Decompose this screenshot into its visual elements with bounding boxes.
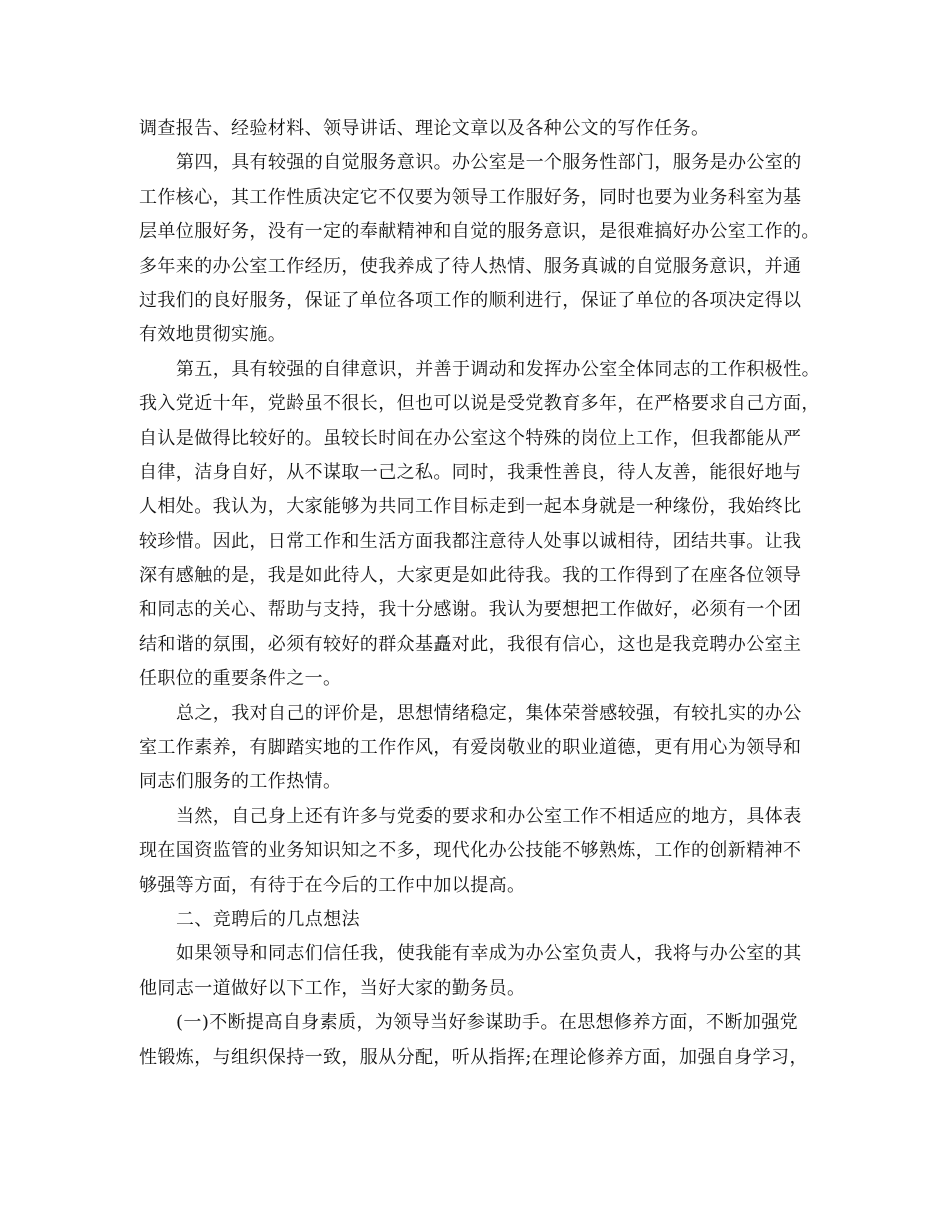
text-line: 如果领导和同志们信任我，使我能有幸成为办公室负责人，我将与办公室的其 — [176, 943, 802, 965]
text-line: 自律，洁身自好，从不谋取一己之私。同时，我秉性善良，待人友善，能很好地与 — [139, 461, 802, 483]
text-line: 层单位服好务，没有一定的奉献精神和自觉的服务意识，是很难搞好办公室工作的。 — [139, 221, 820, 243]
text-line: 较珍惜。因此，日常工作和生活方面我都注意待人处事以诚相待，团结共事。让我 — [139, 530, 802, 552]
document-body — [139, 112, 829, 1075]
text-line: 工作核心，其工作性质决定它不仅要为领导工作服好务，同时也要为业务科室为基 — [139, 186, 802, 208]
text-line: 够强等方面，有待于在今后的工作中加以提高。 — [139, 874, 526, 896]
text-line: 第五，具有较强的自律意识，并善于调动和发挥办公室全体同志的工作积极性。 — [176, 358, 820, 380]
text-line: 性锻炼，与组织保持一致，服从分配，听从指挥;在理论修养方面，加强自身学习， — [139, 1046, 808, 1068]
text-line: (一)不断提高自身素质，为领导当好参谋助手。在思想修养方面，不断加强党 — [176, 1012, 799, 1034]
text-line: 任职位的重要条件之一。 — [139, 668, 342, 690]
text-line: 现在国资监管的业务知识知之不多，现代化办公技能不够熟炼，工作的创新精神不 — [139, 840, 802, 862]
text-line: 调查报告、经验材料、领导讲话、理论文章以及各种公文的写作任务。 — [139, 118, 710, 139]
text-line: 自认是做得比较好的。虽较长时间在办公室这个特殊的岗位上工作，但我都能从严 — [139, 427, 802, 449]
text-line: 二、竞聘后的几点想法 — [176, 908, 360, 930]
text-line: 和同志的关心、帮助与支持，我十分感谢。我认为要想把工作做好，必须有一个团 — [139, 599, 802, 621]
text-line: 有效地贯彻实施。 — [139, 324, 287, 346]
text-line: 多年来的办公室工作经历，使我养成了待人热情、服务真诚的自觉服务意识，并通 — [139, 255, 802, 277]
text-line: 他同志一道做好以下工作，当好大家的勤务员。 — [139, 977, 526, 999]
text-line: 室工作素养，有脚踏实地的工作作风，有爱岗敬业的职业道德，更有用心为领导和 — [139, 737, 802, 759]
text-line: 总之，我对自己的评价是，思想情绪稳定，集体荣誉感较强，有较扎实的办公 — [176, 702, 802, 724]
text-line: 过我们的良好服务，保证了单位各项工作的顺利进行，保证了单位的各项决定得以 — [139, 289, 802, 311]
text-line: 第四，具有较强的自觉服务意识。办公室是一个服务性部门，服务是办公室的 — [176, 152, 802, 174]
text-line: 结和谐的氛围，必须有较好的群众基矗对此，我很有信心，这也是我竞聘办公室主 — [139, 633, 802, 655]
text-line: 深有感触的是，我是如此待人，大家更是如此待我。我的工作得到了在座各位领导 — [139, 565, 802, 587]
text-line: 人相处。我认为，大家能够为共同工作目标走到一起本身就是一种缘份，我始终比 — [139, 496, 802, 518]
text-line: 当然，自己身上还有许多与党委的要求和办公室工作不相适应的地方，具体表 — [176, 805, 802, 827]
text-line: 我入党近十年，党龄虽不很长，但也可以说是受党教育多年，在严格要求自己方面， — [139, 393, 820, 415]
text-line: 同志们服务的工作热情。 — [139, 771, 342, 793]
